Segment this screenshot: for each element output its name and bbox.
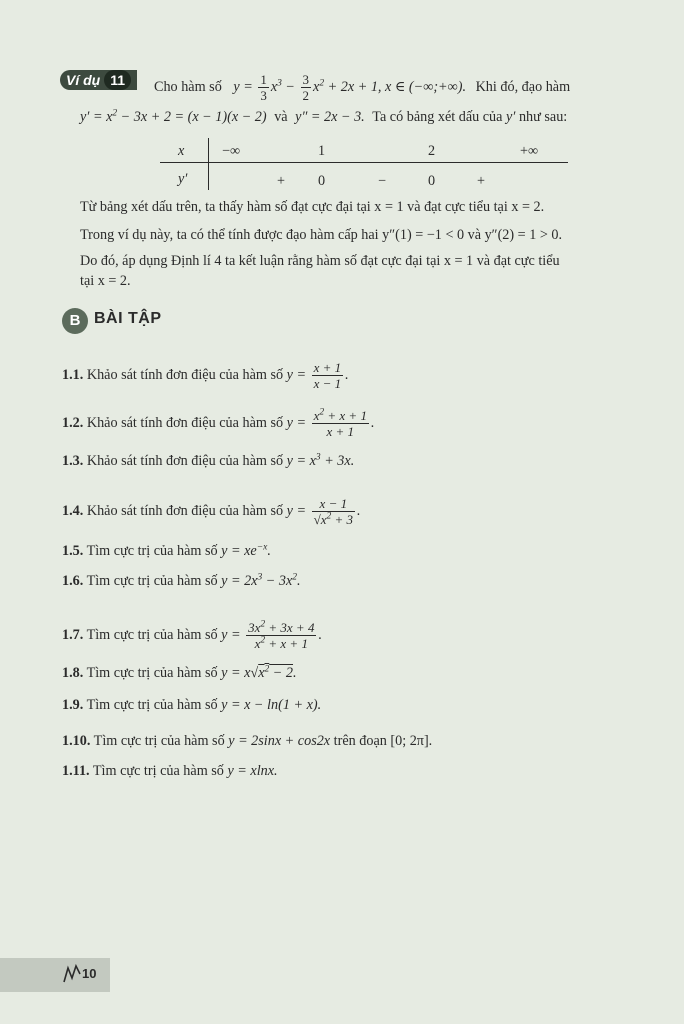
conclusion-paragraph-3b: tại x = 2. <box>80 273 131 289</box>
exercise-function: $y = 2x^3 - 3x^2$. <box>221 572 301 589</box>
first-derivative: $y' = x^2 - 3x + 2 = (x - 1)(x - 2)$ <box>80 108 267 125</box>
example-number: 11 <box>104 70 131 90</box>
exercise-tail: trên đoạn [0; 2π]. <box>333 733 433 749</box>
exercise-1-2 <box>62 408 375 439</box>
exercise-function: $y = x√x^2 - 2$. <box>221 664 297 681</box>
example-label-text: Ví dụ <box>66 72 101 88</box>
exercise-function: y = 2sinx + cos2x <box>228 733 331 749</box>
exercise-text: Khảo sát tính đơn điệu của hàm số <box>86 366 284 383</box>
table-sign-minus: − <box>378 173 387 189</box>
conclusion-paragraph-2: Trong ví dụ này, ta có thể tính được đạo hàm cấp hai y″(1) = −1 < 0 và y″(2) = 1 > 0. <box>80 227 563 243</box>
exercise-function: y = x − ln(1 + x). <box>221 697 322 713</box>
example-label <box>60 70 137 90</box>
exercise-number: 1.6. <box>62 573 84 589</box>
exercise-text: Khảo sát tính đơn điệu của hàm số <box>86 414 284 431</box>
table-zero-2: 0 <box>428 173 436 189</box>
exercise-number: 1.7. <box>62 626 84 643</box>
conclusion-paragraph-1: Từ bảng xét dấu trên, ta thấy hàm số đạt cực đại tại x = 1 và đạt cực tiểu tại x = 2. <box>80 199 545 215</box>
exercise-text: Tìm cực trị của hàm số <box>86 697 218 713</box>
exercise-function: $y = xe^{-x}$. <box>221 542 271 559</box>
exercise-text: Tìm cực trị của hàm số <box>86 665 218 681</box>
table-neg-infinity: −∞ <box>222 143 241 159</box>
exercise-function: y = $\frac{x + 1}{x - 1}$ . <box>286 360 349 391</box>
exercise-text: Tìm cực trị của hàm số <box>93 733 225 749</box>
exercise-number: 1.1. <box>62 366 84 383</box>
second-derivative: y″ = 2x − 3. <box>295 109 365 125</box>
table-y-prime-header: y′ <box>178 171 188 187</box>
exercise-text: Tìm cực trị của hàm số <box>92 763 224 779</box>
table-horizontal-line <box>160 162 568 163</box>
exercise-1-3 <box>62 452 354 470</box>
exercise-text: Khảo sát tính đơn điệu của hàm số <box>86 502 284 519</box>
table-x-2: 2 <box>428 143 436 159</box>
example-function: y = $\frac{1}{3}$ $x^3$ − $\frac{3}{2}$ $x^2 + 2x + 1$, x ∈ (−∞;+∞). <box>233 72 467 103</box>
exercise-number: 1.10. <box>62 733 91 749</box>
exercise-text: Khảo sát tính đơn điệu của hàm số <box>86 453 284 469</box>
and-word: và <box>274 109 288 125</box>
exercise-text: Tìm cực trị của hàm số <box>86 626 218 643</box>
exercise-function: $y = x^3 + 3x$. <box>286 452 355 469</box>
section-title: BÀI TẬP <box>94 310 162 327</box>
example-intro: Cho hàm số <box>154 78 222 95</box>
table-x-header: x <box>178 143 185 159</box>
table-sign-plus-1: + <box>277 173 286 189</box>
table-x-1: 1 <box>318 143 326 159</box>
exercise-function: y = xlnx. <box>227 763 278 779</box>
pen-icon <box>62 962 82 984</box>
table-vertical-line <box>208 138 209 190</box>
exercise-1-11 <box>62 762 278 780</box>
exercise-number: 1.9. <box>62 697 84 713</box>
table-intro: Ta có bảng xét dấu của y′ như sau: <box>372 109 568 125</box>
exercise-number: 1.8. <box>62 665 84 681</box>
exercise-1-6 <box>62 572 301 590</box>
conclusion-paragraph-3a: Do đó, áp dụng Định lí 4 ta kết luận rằng hàm số đạt cực đại tại x = 1 và đạt cực tiểu <box>80 253 560 269</box>
table-pos-infinity: +∞ <box>520 143 539 159</box>
exercise-1-4 <box>62 496 361 527</box>
exercise-1-9 <box>62 696 321 714</box>
example-line1-tail: Khi đó, đạo hàm <box>475 78 571 95</box>
exercise-number: 1.3. <box>62 453 84 469</box>
example-line-2 <box>80 108 567 126</box>
exercise-1-5 <box>62 542 271 560</box>
exercise-number: 1.5. <box>62 543 84 559</box>
example-line-1 <box>154 72 570 103</box>
exercise-function: y = $\frac{x^2 + x + 1}{x + 1}$ . <box>286 407 375 439</box>
section-badge: B <box>62 308 88 334</box>
page-number: 10 <box>82 966 97 981</box>
table-sign-plus-2: + <box>477 173 486 189</box>
exercise-1-7 <box>62 620 322 651</box>
exercise-function: y = $\frac{x - 1}{√x^2 + 3}$ . <box>286 496 361 527</box>
exercise-1-10 <box>62 732 432 750</box>
exercise-text: Tìm cực trị của hàm số <box>86 543 218 559</box>
table-zero-1: 0 <box>318 173 326 189</box>
exercise-1-1 <box>62 360 349 391</box>
exercise-text: Tìm cực trị của hàm số <box>86 573 218 589</box>
exercise-1-8 <box>62 664 297 682</box>
exercise-number: 1.2. <box>62 414 84 431</box>
exercise-number: 1.4. <box>62 502 84 519</box>
exercise-number: 1.11. <box>62 763 90 779</box>
exercise-function: y = $\frac{3x^2 + 3x + 4}{x^2 + x + 1}$ . <box>221 619 322 651</box>
